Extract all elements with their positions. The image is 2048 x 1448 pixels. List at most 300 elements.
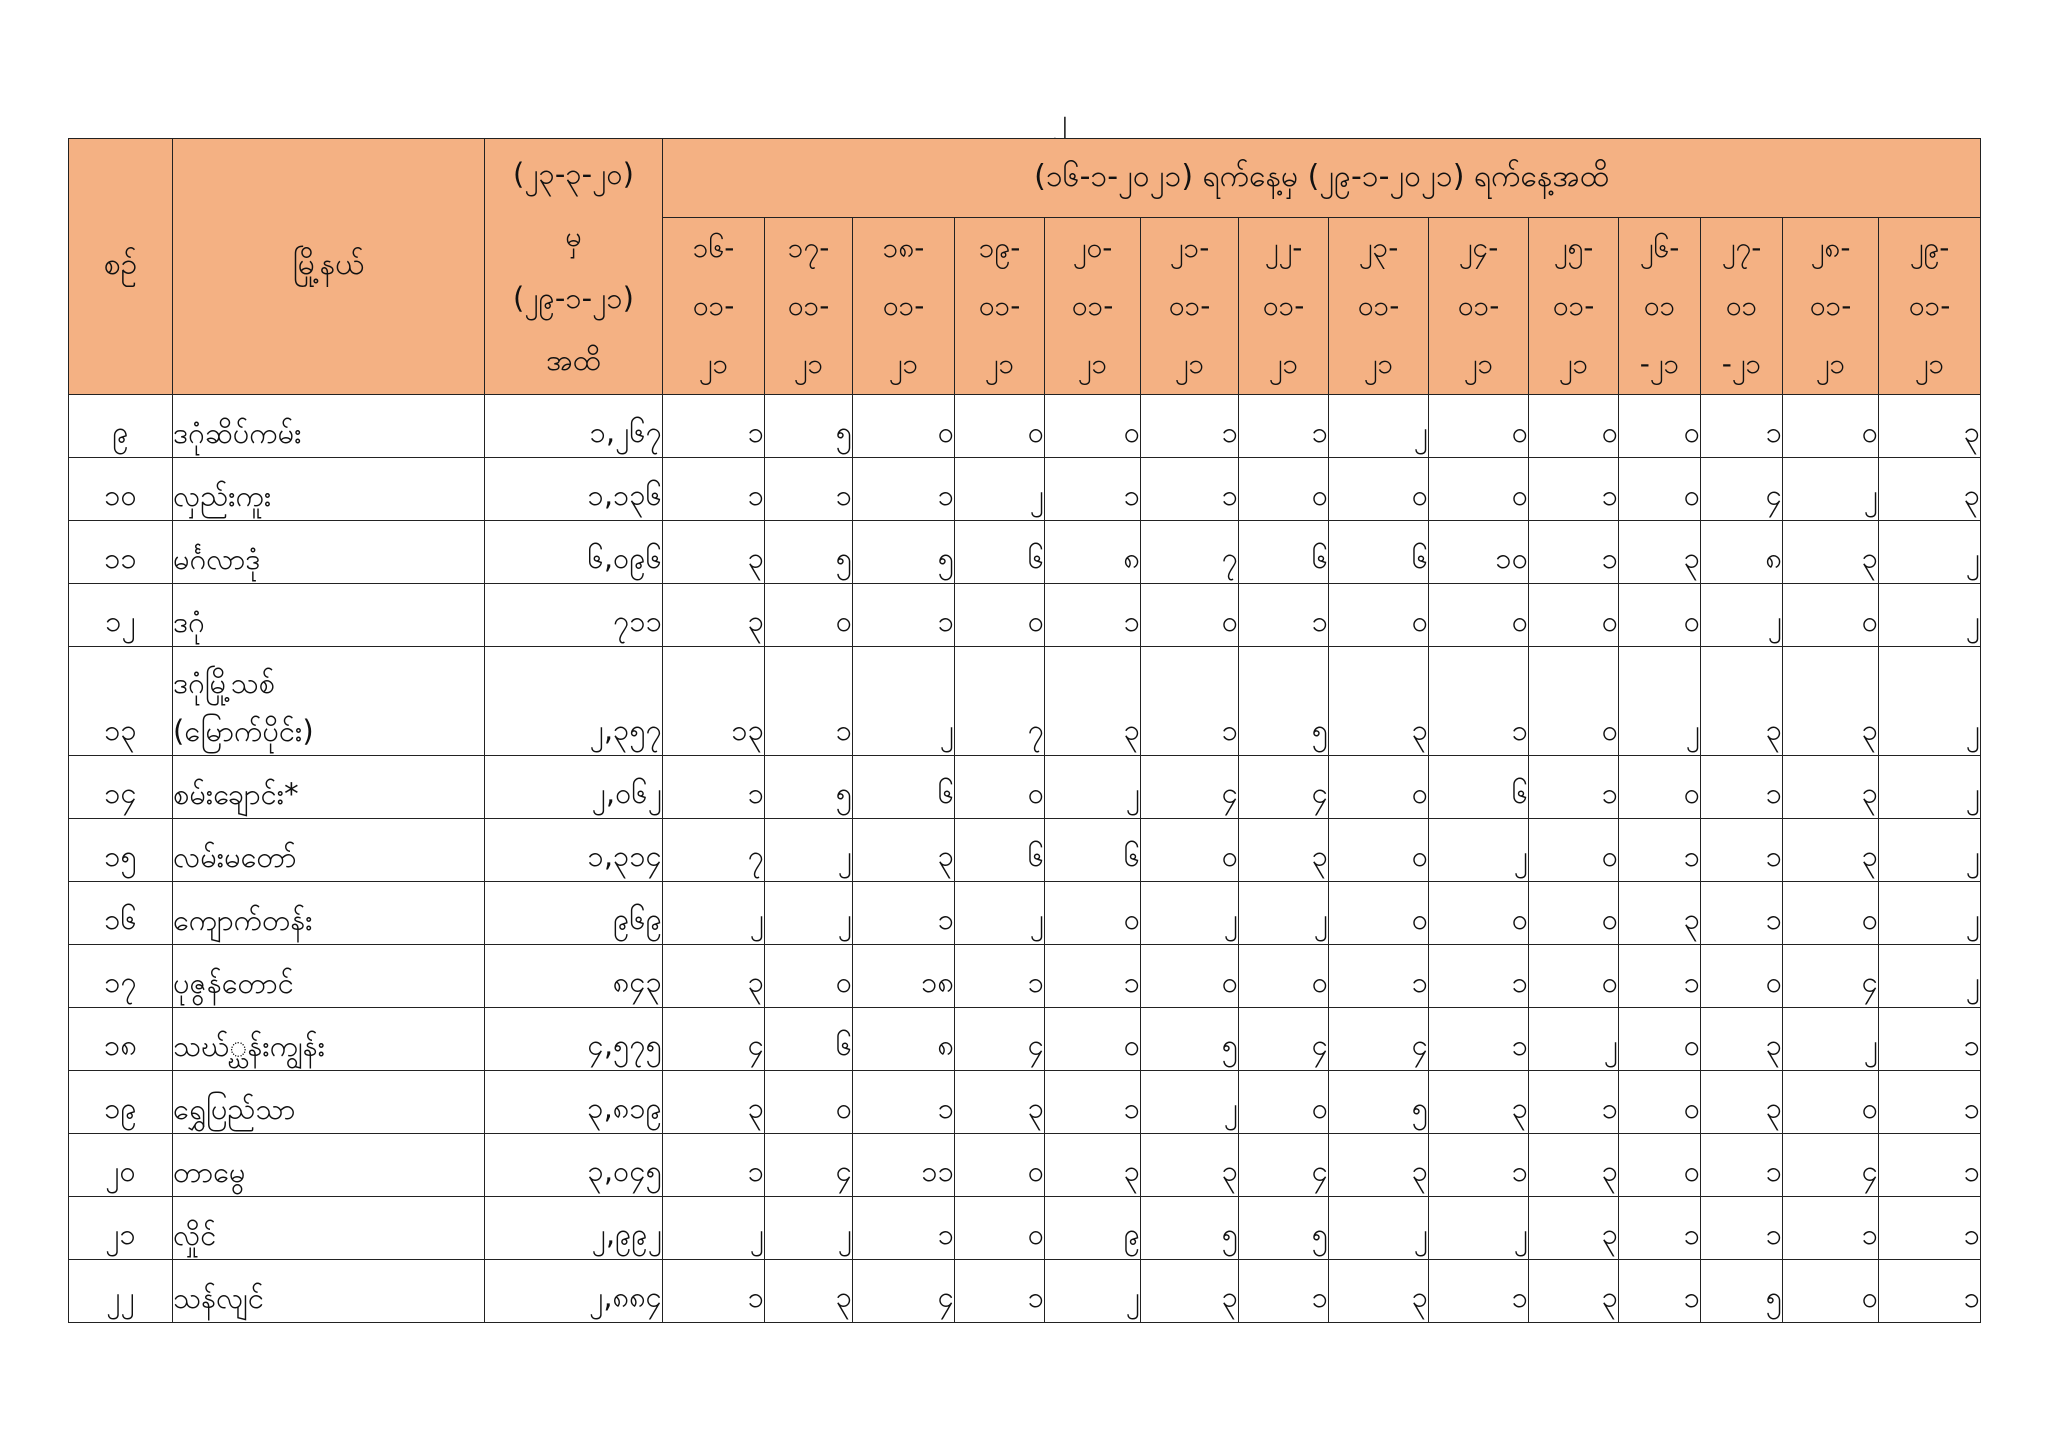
daily-count: ၄ xyxy=(1141,756,1239,819)
daily-count: ၀ xyxy=(853,395,955,458)
daily-count: ၀ xyxy=(1783,395,1879,458)
daily-count: ၁ xyxy=(1701,819,1783,882)
daily-count: ၁ xyxy=(1141,458,1239,521)
covid-cases-table xyxy=(68,138,1981,1323)
header-date-line: ၁၉- xyxy=(978,231,1021,264)
header-date-line: ၀၁- xyxy=(1908,289,1951,322)
header-date-line: ၀၁- xyxy=(1357,289,1400,322)
daily-count: ၄ xyxy=(853,1260,955,1323)
header-date-line: ၂၁ xyxy=(1914,347,1945,380)
table-row xyxy=(69,882,1981,945)
township-name xyxy=(173,882,485,945)
daily-count: ၂ xyxy=(853,647,955,756)
township-name xyxy=(173,1008,485,1071)
table-row xyxy=(69,756,1981,819)
table-row xyxy=(69,1008,1981,1071)
header-date-line: ၂၁ xyxy=(1077,347,1108,380)
daily-count: ၆ xyxy=(1329,521,1429,584)
header-date-line: ၂၁ xyxy=(1268,347,1299,380)
cumulative-total: ၈၄၃ xyxy=(485,945,663,1008)
header-date-line: ၀၁ xyxy=(1725,289,1758,322)
daily-count: ၃ xyxy=(1045,1134,1141,1197)
daily-count: ၁ xyxy=(663,458,765,521)
daily-count: ၃ xyxy=(1329,1260,1429,1323)
daily-count: ၃ xyxy=(1701,647,1783,756)
township-name-line: စမ်းချောင်း* xyxy=(173,777,299,811)
daily-count: ၂ xyxy=(1701,584,1783,647)
daily-count: ၀ xyxy=(1619,1134,1701,1197)
row-number: ၉ xyxy=(69,395,173,458)
header-date-line: ၀၁- xyxy=(1552,289,1595,322)
daily-count: ၁၈ xyxy=(853,945,955,1008)
daily-count: ၃ xyxy=(663,521,765,584)
daily-count: ၃ xyxy=(1239,819,1329,882)
daily-count: ၁၁ xyxy=(853,1134,955,1197)
daily-count: ၅ xyxy=(853,521,955,584)
daily-count: ၀ xyxy=(1783,1260,1879,1323)
row-number: ၁၆ xyxy=(69,882,173,945)
daily-count: ၃ xyxy=(1783,521,1879,584)
daily-count: ၅ xyxy=(1141,1008,1239,1071)
daily-count: ၁ xyxy=(1429,1260,1529,1323)
daily-count: ၁ xyxy=(663,395,765,458)
daily-count: ၀ xyxy=(1141,584,1239,647)
daily-count: ၀ xyxy=(1329,756,1429,819)
daily-count: ၅ xyxy=(765,521,853,584)
township-name xyxy=(173,1071,485,1134)
daily-count: ၁ xyxy=(853,458,955,521)
header-date xyxy=(1783,218,1879,395)
daily-count: ၂ xyxy=(1045,756,1141,819)
cumulative-total: ၁,၁၃၆ xyxy=(485,458,663,521)
header-date-line: ၂၁ xyxy=(1463,347,1494,380)
daily-count: ၅ xyxy=(1239,647,1329,756)
daily-count: ၃ xyxy=(1701,1071,1783,1134)
daily-count: ၃ xyxy=(765,1260,853,1323)
table-row xyxy=(69,945,1981,1008)
township-name-line: ရွှေပြည်သာ xyxy=(173,1092,296,1126)
daily-count: ၂ xyxy=(1879,819,1981,882)
table-row xyxy=(69,819,1981,882)
daily-count: ၃ xyxy=(1429,1071,1529,1134)
township-name xyxy=(173,584,485,647)
township-name-line: ဒဂုံဆိပ်ကမ်း xyxy=(173,416,302,450)
township-name-line: ကျောက်တန်း xyxy=(173,903,313,937)
daily-count: ၄ xyxy=(1239,1008,1329,1071)
header-row-top xyxy=(69,139,1981,218)
township-name xyxy=(173,647,485,756)
daily-count: ၄ xyxy=(1329,1008,1429,1071)
daily-count: ၉ xyxy=(1045,1197,1141,1260)
daily-count: ၀ xyxy=(1783,584,1879,647)
cumulative-total: ၂,၀၆၂ xyxy=(485,756,663,819)
daily-count: ၃ xyxy=(1141,1260,1239,1323)
header-date-line: ၂၁ xyxy=(1815,347,1846,380)
daily-count: ၂ xyxy=(1329,395,1429,458)
daily-count: ၀ xyxy=(1619,756,1701,819)
daily-count: ၂ xyxy=(1045,1260,1141,1323)
header-total-line: (၂၉-၁-၂၁) xyxy=(513,280,634,315)
daily-count: ၁ xyxy=(1045,1071,1141,1134)
header-date-line: ၁၈- xyxy=(882,231,925,264)
daily-count: ၂ xyxy=(1239,882,1329,945)
daily-count: ၈ xyxy=(853,1008,955,1071)
header-date-line: ၂၁ xyxy=(698,347,729,380)
header-cumulative-total xyxy=(485,139,663,395)
daily-count: ၃ xyxy=(1045,647,1141,756)
daily-count: ၀ xyxy=(765,945,853,1008)
row-number: ၁၁ xyxy=(69,521,173,584)
header-total-line: အထိ xyxy=(546,342,601,377)
header-date-line: ၂၁ xyxy=(1558,347,1589,380)
daily-count: ၀ xyxy=(955,1134,1045,1197)
daily-count: ၀ xyxy=(1529,945,1619,1008)
daily-count: ၁၃ xyxy=(663,647,765,756)
daily-count: ၀ xyxy=(1429,395,1529,458)
table-row xyxy=(69,1260,1981,1323)
table-row xyxy=(69,647,1981,756)
daily-count: ၀ xyxy=(1619,458,1701,521)
daily-count: ၂ xyxy=(765,1197,853,1260)
daily-count: ၀ xyxy=(1701,945,1783,1008)
township-name-line: မင်္ဂလာဒုံ xyxy=(173,542,261,576)
header-date-line: ၂၇- xyxy=(1721,231,1762,264)
cumulative-total: ၂,၉၉၂ xyxy=(485,1197,663,1260)
daily-count: ၂ xyxy=(1141,1071,1239,1134)
daily-count: ၀ xyxy=(1619,1008,1701,1071)
daily-count: ၁ xyxy=(1879,1071,1981,1134)
daily-count: ၀ xyxy=(1141,945,1239,1008)
daily-count: ၂ xyxy=(1429,1197,1529,1260)
daily-count: ၂ xyxy=(1619,647,1701,756)
daily-count: ၃ xyxy=(1529,1134,1619,1197)
header-date-line: ၂၂- xyxy=(1264,231,1303,264)
table-row xyxy=(69,1197,1981,1260)
township-name-line: ပုဇွန်တောင် xyxy=(173,966,294,1000)
header-date-line: ၀၁- xyxy=(1071,289,1114,322)
daily-count: ၀ xyxy=(765,1071,853,1134)
header-date xyxy=(853,218,955,395)
header-date-line: ၂၁ xyxy=(1363,347,1394,380)
daily-count: ၂ xyxy=(1879,584,1981,647)
daily-count: ၁ xyxy=(1701,1197,1783,1260)
cumulative-total: ၃,၈၁၉ xyxy=(485,1071,663,1134)
header-date-line: ၀၁- xyxy=(1809,289,1852,322)
daily-count: ၂ xyxy=(1783,1008,1879,1071)
daily-count: ၁ xyxy=(1619,945,1701,1008)
daily-count: ၀ xyxy=(1529,819,1619,882)
daily-count: ၀ xyxy=(1045,1008,1141,1071)
daily-count: ၁ xyxy=(1701,756,1783,819)
daily-count: ၃ xyxy=(1701,1008,1783,1071)
daily-count: ၄ xyxy=(1783,945,1879,1008)
daily-count: ၁ xyxy=(1529,1071,1619,1134)
header-date xyxy=(1701,218,1783,395)
daily-count: ၂ xyxy=(1879,882,1981,945)
daily-count: ၁ xyxy=(1701,882,1783,945)
daily-count: ၄ xyxy=(1783,1134,1879,1197)
daily-count: ၁ xyxy=(853,584,955,647)
daily-count: ၅ xyxy=(765,756,853,819)
daily-count: ၃ xyxy=(1529,1260,1619,1323)
daily-count: ၁ xyxy=(663,1260,765,1323)
daily-count: ၀ xyxy=(1045,395,1141,458)
cumulative-total: ၂,၈၈၄ xyxy=(485,1260,663,1323)
daily-count: ၄ xyxy=(663,1008,765,1071)
header-date-line: ၀၁ xyxy=(1643,289,1676,322)
daily-count: ၁ xyxy=(1879,1197,1981,1260)
daily-count: ၀ xyxy=(1329,458,1429,521)
daily-count: ၃ xyxy=(1879,395,1981,458)
daily-count: ၀ xyxy=(1619,395,1701,458)
daily-count: ၁ xyxy=(1879,1008,1981,1071)
header-date-line: -၂၁ xyxy=(1639,347,1680,380)
daily-count: ၁ xyxy=(1879,1260,1981,1323)
header-date xyxy=(663,218,765,395)
township-name-line: ဒဂုံ xyxy=(173,605,205,639)
page-number: ၂ xyxy=(1052,103,1068,138)
header-date-line: ၂၅- xyxy=(1553,231,1594,264)
daily-count: ၁ xyxy=(1045,945,1141,1008)
daily-count: ၇ xyxy=(955,647,1045,756)
daily-count: ၁ xyxy=(1619,1260,1701,1323)
header-date xyxy=(1141,218,1239,395)
daily-count: ၁ xyxy=(663,756,765,819)
daily-count: ၀ xyxy=(1783,882,1879,945)
daily-count: ၁ xyxy=(1239,395,1329,458)
cumulative-total: ၉၆၉ xyxy=(485,882,663,945)
daily-count: ၂ xyxy=(1879,521,1981,584)
header-date-line: -၂၁ xyxy=(1721,347,1762,380)
table-row xyxy=(69,395,1981,458)
table-row xyxy=(69,1134,1981,1197)
header-date-line: ၀၁- xyxy=(882,289,925,322)
table-row xyxy=(69,458,1981,521)
header-date-line: ၁၆- xyxy=(692,231,735,264)
cumulative-total: ၃,၀၄၅ xyxy=(485,1134,663,1197)
township-name-line: သန်လျင် xyxy=(173,1281,264,1315)
daily-count: ၂ xyxy=(1879,945,1981,1008)
daily-count: ၈ xyxy=(1701,521,1783,584)
header-date-line: ၂၀- xyxy=(1072,231,1113,264)
daily-count: ၂ xyxy=(1329,1197,1429,1260)
header-date-line: ၂၄- xyxy=(1458,231,1499,264)
daily-count: ၈ xyxy=(1045,521,1141,584)
township-name-line: လမ်းမတော် xyxy=(173,840,297,874)
daily-count: ၃ xyxy=(1329,647,1429,756)
daily-count: ၅ xyxy=(1239,1197,1329,1260)
daily-count: ၁ xyxy=(1529,458,1619,521)
daily-count: ၃ xyxy=(1783,756,1879,819)
daily-count: ၁ xyxy=(765,458,853,521)
header-township: မြို့နယ် xyxy=(173,139,485,395)
daily-count: ၀ xyxy=(1429,882,1529,945)
daily-count: ၃ xyxy=(1529,1197,1619,1260)
daily-count: ၂ xyxy=(1141,882,1239,945)
daily-count: ၁ xyxy=(853,1071,955,1134)
daily-count: ၁ xyxy=(1879,1134,1981,1197)
cumulative-total: ၁,၂၆၇ xyxy=(485,395,663,458)
header-date-line: ၀၁- xyxy=(1262,289,1305,322)
header-date-line: ၀၁- xyxy=(1168,289,1211,322)
daily-count: ၀ xyxy=(955,1197,1045,1260)
daily-count: ၃ xyxy=(1329,1134,1429,1197)
header-date xyxy=(765,218,853,395)
township-name xyxy=(173,1197,485,1260)
daily-count: ၃ xyxy=(1783,647,1879,756)
daily-count: ၃ xyxy=(1879,458,1981,521)
daily-count: ၂ xyxy=(663,1197,765,1260)
daily-count: ၀ xyxy=(1619,1071,1701,1134)
daily-count: ၀ xyxy=(1529,584,1619,647)
row-number: ၁၄ xyxy=(69,756,173,819)
header-date-line: ၂၁ xyxy=(888,347,919,380)
daily-count: ၅ xyxy=(1141,1197,1239,1260)
daily-count: ၅ xyxy=(765,395,853,458)
daily-count: ၂ xyxy=(1529,1008,1619,1071)
daily-count: ၂ xyxy=(1783,458,1879,521)
daily-count: ၁ xyxy=(1529,521,1619,584)
header-date xyxy=(1429,218,1529,395)
header-date xyxy=(1239,218,1329,395)
daily-count: ၁ xyxy=(853,1197,955,1260)
daily-count: ၅ xyxy=(1329,1071,1429,1134)
daily-count: ၁ xyxy=(1141,395,1239,458)
township-name xyxy=(173,819,485,882)
row-number: ၁၅ xyxy=(69,819,173,882)
header-date xyxy=(1045,218,1141,395)
township-name xyxy=(173,521,485,584)
daily-count: ၁ xyxy=(1783,1197,1879,1260)
daily-count: ၀ xyxy=(1529,395,1619,458)
township-name xyxy=(173,756,485,819)
daily-count: ၀ xyxy=(1619,584,1701,647)
daily-count: ၂ xyxy=(1429,819,1529,882)
row-number: ၁၃ xyxy=(69,647,173,756)
row-number: ၁၀ xyxy=(69,458,173,521)
daily-count: ၃ xyxy=(1619,882,1701,945)
daily-count: ၀ xyxy=(955,756,1045,819)
daily-count: ၀ xyxy=(1239,1071,1329,1134)
header-date-line: ၀၁- xyxy=(1457,289,1500,322)
daily-count: ၁ xyxy=(1429,1008,1529,1071)
township-name-line: (မြောက်ပိုင်း) xyxy=(173,714,314,748)
daily-count: ၀ xyxy=(1329,584,1429,647)
daily-count: ၁ xyxy=(1701,1134,1783,1197)
daily-count: ၂ xyxy=(1879,756,1981,819)
row-number: ၂၂ xyxy=(69,1260,173,1323)
row-number: ၁၈ xyxy=(69,1008,173,1071)
header-date-range: (၁၆-၁-၂၀၂၁) ရက်နေ့မှ (၂၉-၁-၂၀၂၁) ရက်နေ့အထိ xyxy=(663,139,1981,218)
daily-count: ၂ xyxy=(663,882,765,945)
daily-count: ၄ xyxy=(955,1008,1045,1071)
row-number: ၁၂ xyxy=(69,584,173,647)
header-date-line: ၂၁- xyxy=(1169,231,1210,264)
row-number: ၂၀ xyxy=(69,1134,173,1197)
cumulative-total: ၆,၀၉၆ xyxy=(485,521,663,584)
header-date xyxy=(1879,218,1981,395)
cumulative-total: ၂,၃၅၇ xyxy=(485,647,663,756)
township-name-line: တာမွေ xyxy=(173,1155,246,1189)
daily-count: ၂ xyxy=(1879,647,1981,756)
daily-count: ၀ xyxy=(1045,882,1141,945)
row-number: ၂၁ xyxy=(69,1197,173,1260)
daily-count: ၁ xyxy=(1619,819,1701,882)
daily-count: ၀ xyxy=(1239,458,1329,521)
daily-count: ၁ xyxy=(765,647,853,756)
daily-count: ၀ xyxy=(955,395,1045,458)
daily-count: ၀ xyxy=(1529,882,1619,945)
township-name xyxy=(173,458,485,521)
daily-count: ၁ xyxy=(1701,395,1783,458)
header-date-line: ၂၁ xyxy=(1174,347,1205,380)
daily-count: ၂ xyxy=(955,882,1045,945)
daily-count: ၆ xyxy=(1239,521,1329,584)
header-no: စဉ် xyxy=(69,139,173,395)
daily-count: ၀ xyxy=(1429,458,1529,521)
daily-count: ၄ xyxy=(1239,1134,1329,1197)
daily-count: ၂ xyxy=(765,882,853,945)
header-date-line: ၂၁ xyxy=(984,347,1015,380)
header-total-line: (၂၃-၃-၂၀) xyxy=(513,156,634,191)
daily-count: ၁ xyxy=(1429,647,1529,756)
daily-count: ၂ xyxy=(955,458,1045,521)
township-name xyxy=(173,1260,485,1323)
township-name xyxy=(173,945,485,1008)
daily-count: ၆ xyxy=(955,819,1045,882)
table-row xyxy=(69,521,1981,584)
daily-count: ၀ xyxy=(1429,584,1529,647)
daily-count: ၁ xyxy=(1045,458,1141,521)
header-date-line: ၀၁- xyxy=(692,289,735,322)
daily-count: ၁၀ xyxy=(1429,521,1529,584)
header-date xyxy=(1619,218,1701,395)
township-name-line: လှည်းကူး xyxy=(173,479,272,513)
header-date-line: ၂၃- xyxy=(1358,231,1399,264)
township-name-line: လှိုင် xyxy=(173,1218,217,1252)
cumulative-total: ၇၁၁ xyxy=(485,584,663,647)
table-row xyxy=(69,584,1981,647)
table-row xyxy=(69,1071,1981,1134)
daily-count: ၀ xyxy=(765,584,853,647)
header-date xyxy=(1329,218,1429,395)
daily-count: ၃ xyxy=(1619,521,1701,584)
daily-count: ၁ xyxy=(1045,584,1141,647)
daily-count: ၀ xyxy=(955,584,1045,647)
daily-count: ၀ xyxy=(1529,647,1619,756)
header-date-line: ၂၁ xyxy=(793,347,824,380)
daily-count: ၁ xyxy=(1239,584,1329,647)
daily-count: ၀ xyxy=(1329,882,1429,945)
daily-count: ၃ xyxy=(663,584,765,647)
daily-count: ၁ xyxy=(1329,945,1429,1008)
daily-count: ၁ xyxy=(1529,756,1619,819)
daily-count: ၆ xyxy=(955,521,1045,584)
daily-count: ၄ xyxy=(1239,756,1329,819)
daily-count: ၄ xyxy=(765,1134,853,1197)
header-date xyxy=(1529,218,1619,395)
daily-count: ၃ xyxy=(955,1071,1045,1134)
daily-count: ၃ xyxy=(1783,819,1879,882)
daily-count: ၆ xyxy=(765,1008,853,1071)
daily-count: ၁ xyxy=(1429,945,1529,1008)
daily-count: ၆ xyxy=(853,756,955,819)
row-number: ၁၉ xyxy=(69,1071,173,1134)
daily-count: ၃ xyxy=(853,819,955,882)
header-date-line: ၂၆- xyxy=(1639,231,1680,264)
header-date-line: ၀၁- xyxy=(978,289,1021,322)
daily-count: ၁ xyxy=(1619,1197,1701,1260)
